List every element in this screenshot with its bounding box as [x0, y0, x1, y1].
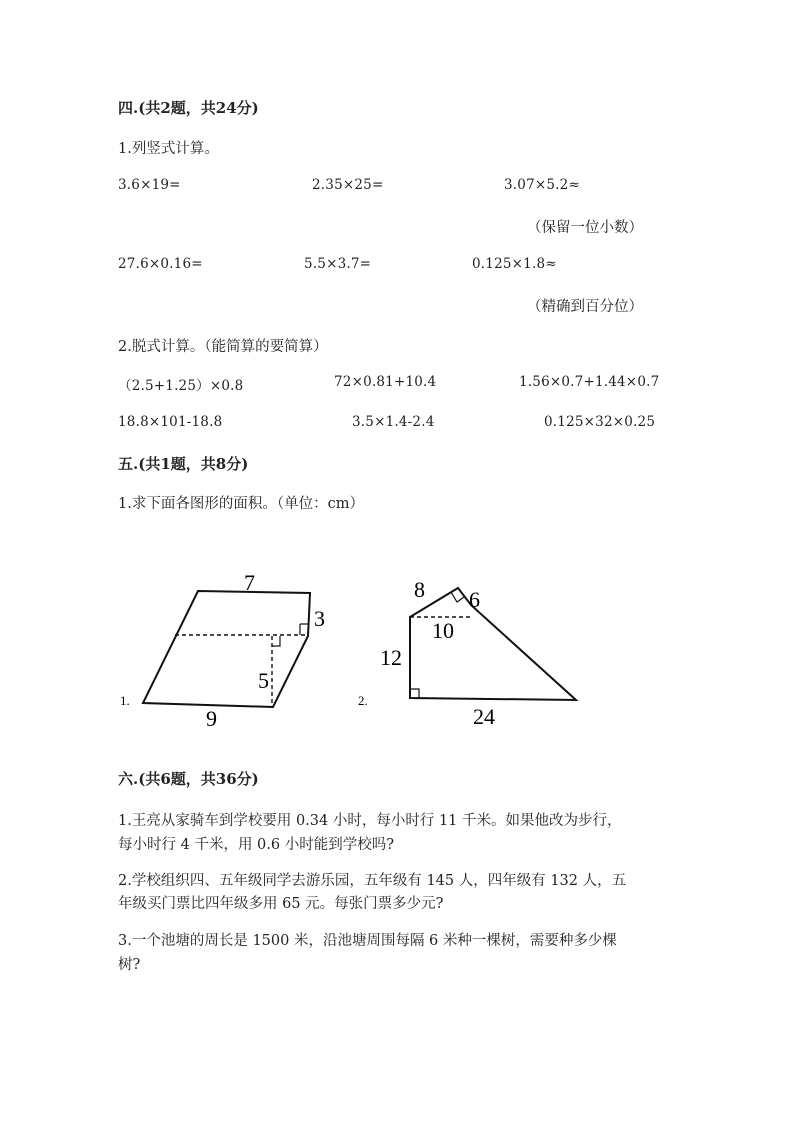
- q5-1-title: 1.求下面各图形的面积。（单位：cm）: [118, 496, 364, 512]
- vertical-calc-1: 3.6×19=: [118, 177, 181, 193]
- stepwise-calc-5: 3.5×1.4-2.4: [352, 414, 435, 430]
- section-5-heading: 五.(共1题，共8分): [118, 455, 249, 473]
- figure-1-number: 1.: [120, 693, 130, 708]
- figure-2-top-left-label: 8: [414, 577, 425, 602]
- figure-2-mid-label: 10: [432, 618, 454, 643]
- figure-2-bottom-label: 24: [473, 704, 495, 729]
- vertical-calc-6: 0.125×1.8≈: [472, 256, 557, 272]
- vertical-calc-5: 5.5×3.7=: [304, 256, 372, 272]
- figure-2-outline: [410, 588, 576, 700]
- stepwise-calc-3: 1.56×0.7+1.44×0.7: [519, 374, 660, 390]
- stepwise-calc-6: 0.125×32×0.25: [544, 414, 656, 430]
- vertical-calc-3: 3.07×5.2≈: [504, 177, 580, 193]
- figure-1-height-label: 5: [258, 668, 269, 693]
- q6-1-line-2: 每小时行 4 千米，用 0.6 小时能到学校吗?: [118, 837, 394, 853]
- rounding-note-2: （精确到百分位）: [527, 299, 643, 315]
- figure-2-number: 2.: [358, 693, 368, 708]
- figure-2-right-angle-bottom: [410, 689, 419, 698]
- section-4-heading: 四.(共2题，共24分): [118, 99, 259, 117]
- figure-1-trapezoid: [110, 560, 340, 735]
- section-6-heading: 六.(共6题，共36分): [118, 770, 259, 788]
- figure-2-left-label: 12: [380, 645, 402, 670]
- figure-2-top-right-label: 6: [469, 587, 480, 612]
- q6-3-line-1: 3.一个池塘的周长是 1500 米，沿池塘周围每隔 6 米种一棵树，需要种多少棵: [118, 933, 617, 949]
- rounding-note-1: （保留一位小数）: [527, 220, 643, 236]
- stepwise-calc-4: 18.8×101-18.8: [118, 414, 223, 430]
- q4-2-title: 2.脱式计算。（能简算的要简算）: [118, 339, 328, 355]
- figure-1-side-label: 3: [314, 606, 325, 631]
- vertical-calc-4: 27.6×0.16=: [118, 256, 203, 272]
- q6-3-line-2: 树?: [118, 957, 141, 973]
- figure-1-outline: [143, 591, 310, 707]
- vertical-calc-2: 2.35×25=: [312, 177, 384, 193]
- q6-2-line-1: 2.学校组织四、五年级同学去游乐园，五年级有 145 人，四年级有 132 人，五: [118, 873, 627, 889]
- figure-1-top-label: 7: [244, 570, 255, 595]
- q6-2-line-2: 年级买门票比四年级多用 65 元。每张门票多少元?: [118, 896, 444, 912]
- figure-1-bottom-label: 9: [206, 706, 217, 731]
- stepwise-calc-2: 72×0.81+10.4: [334, 374, 437, 390]
- stepwise-calc-1: （2.5+1.25）×0.8: [118, 378, 244, 394]
- q4-1-title: 1.列竖式计算。: [118, 141, 219, 157]
- q6-1-line-1: 1.王亮从家骑车到学校要用 0.34 小时，每小时行 11 千米。如果他改为步行，: [118, 813, 622, 829]
- figure-2-composite: [350, 575, 590, 735]
- figure-1-right-angle-mark-c: [272, 636, 280, 646]
